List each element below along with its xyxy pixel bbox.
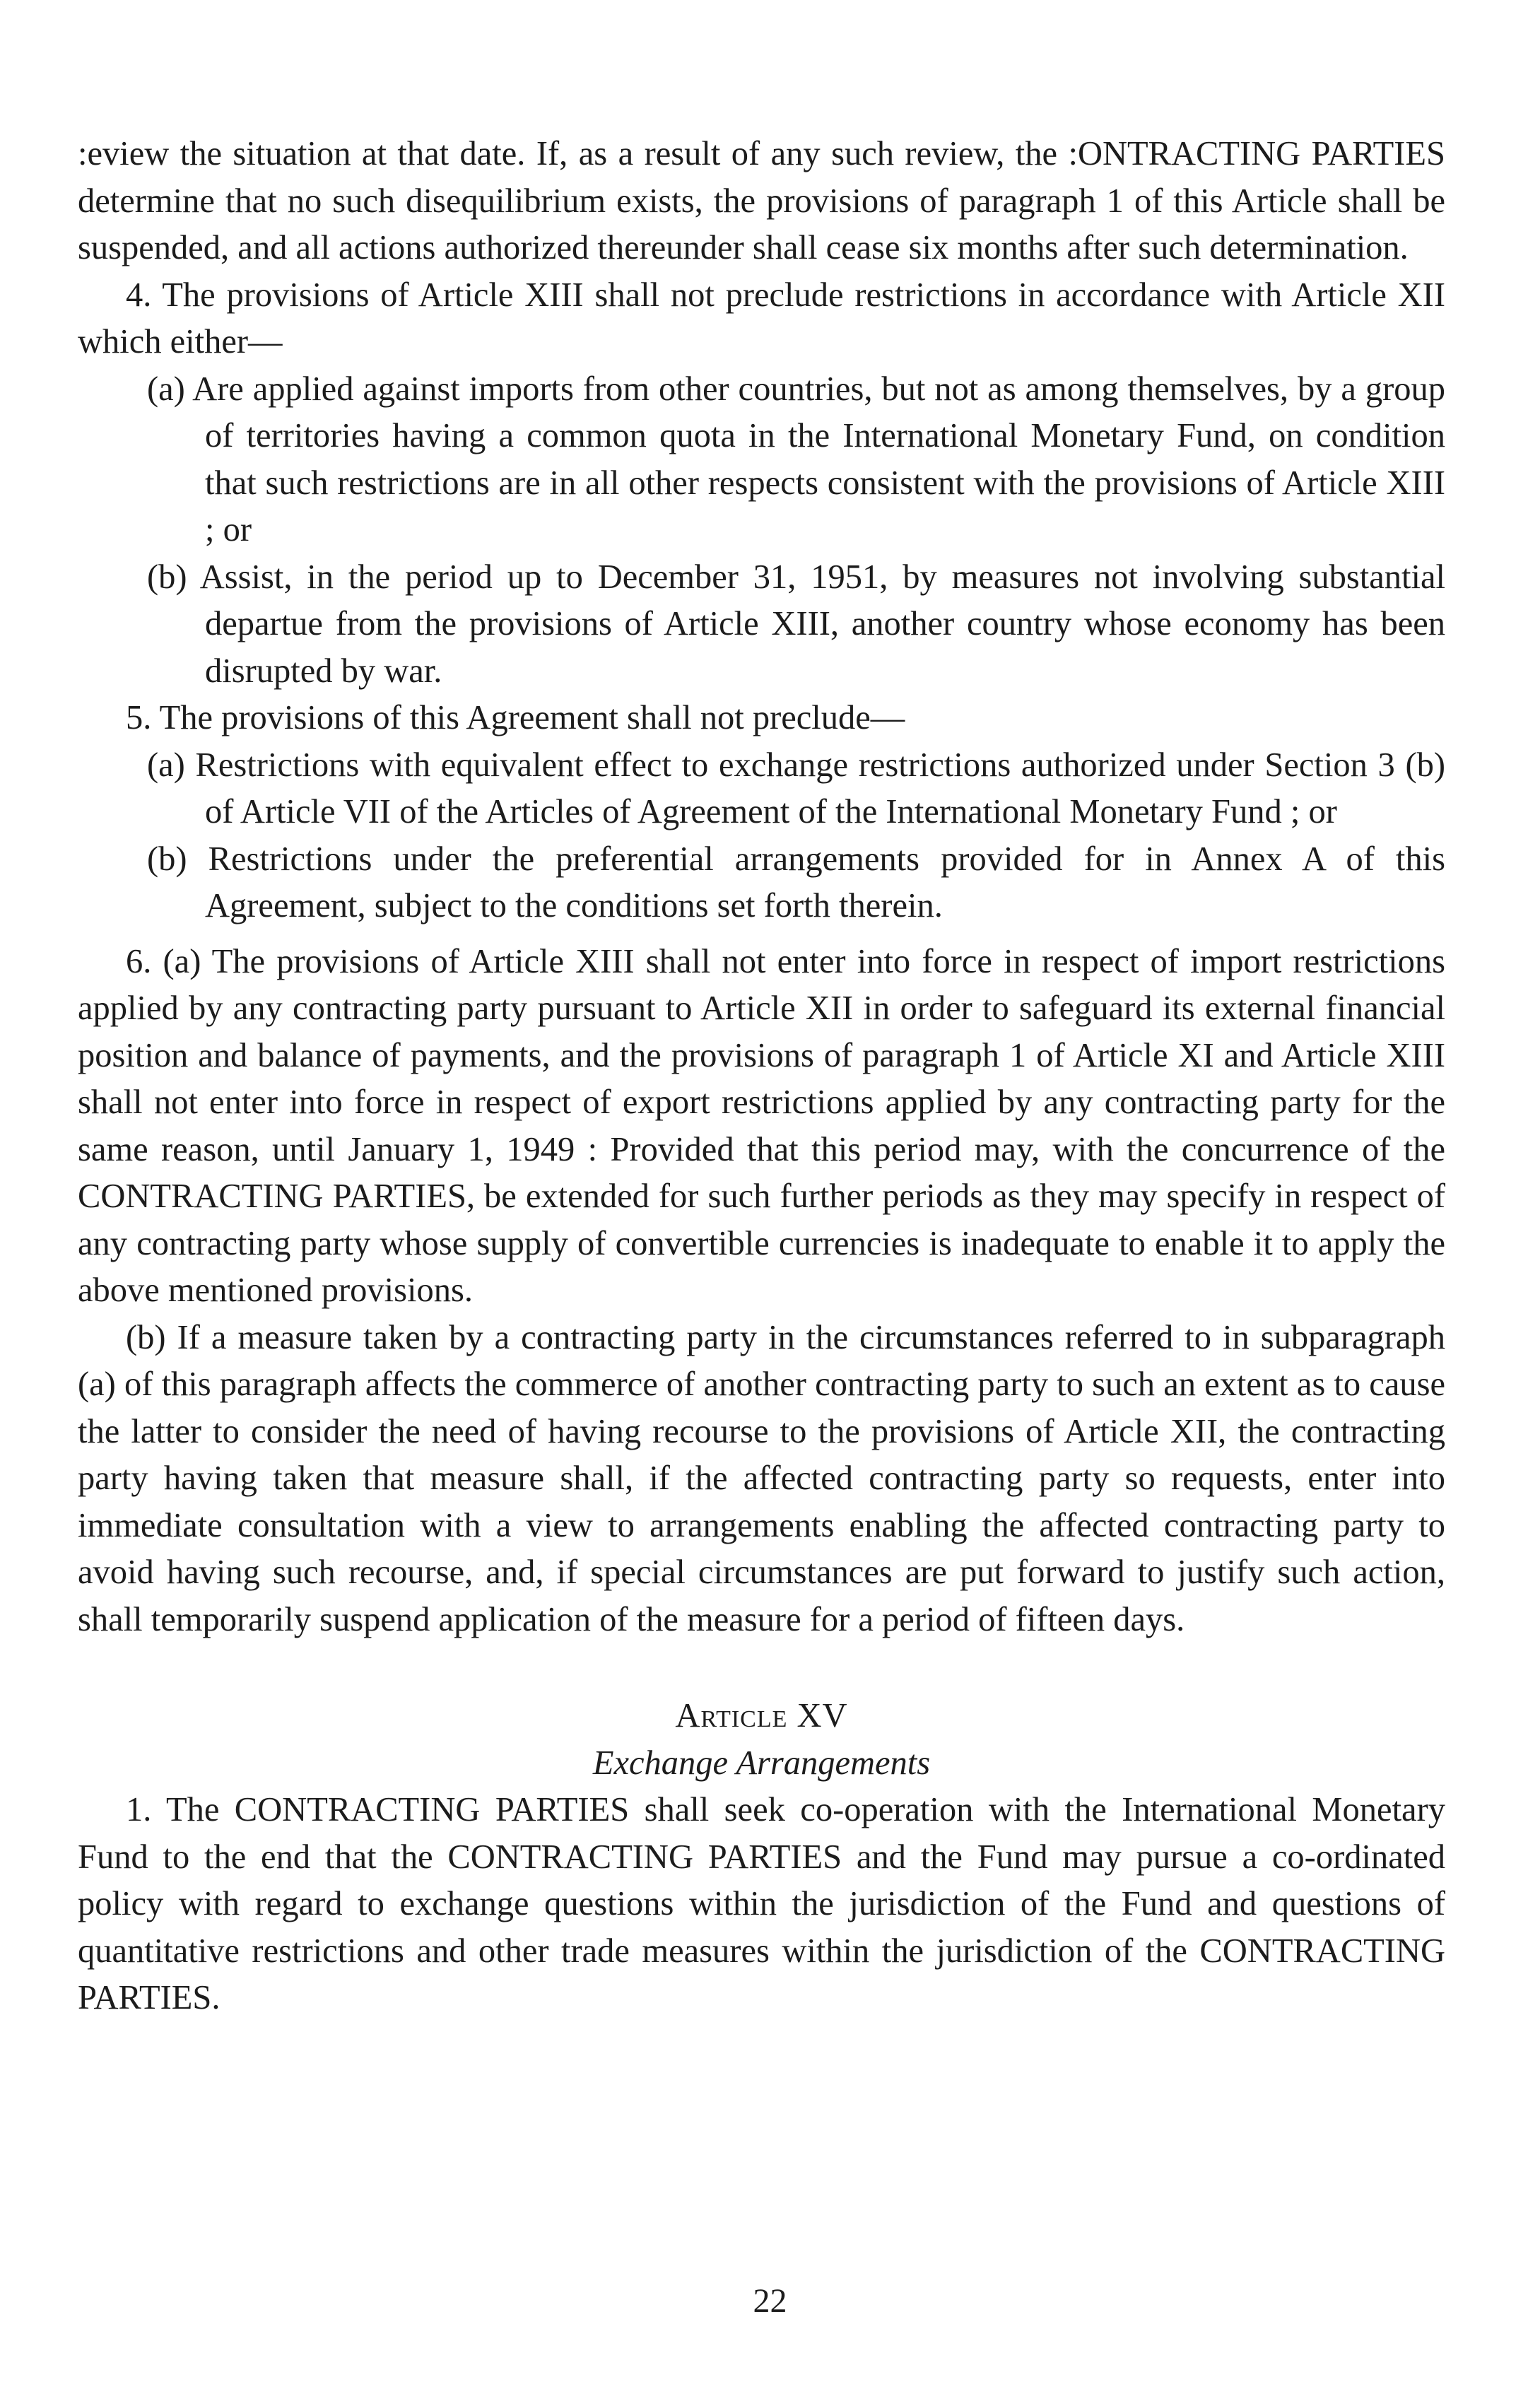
- article-xv-paragraph-1: 1. The CONTRACTING PARTIES shall seek co-operation with the International Monetary Fund to the end that the CONTRACTING PARTIES and the Fund may pursue a co-ordinated policy with regard to exchange questions within the jurisdiction of the Fund and questions of quantitative restrictions and other trade measures within the jurisdiction of the CONTRACTING PARTIES.: [78, 1791, 1445, 2016]
- paragraph-6a: 6. (a) The provisions of Article XIII shall not enter into force in respect of import restrictions applied by any contracting party pursuant to Article XII in order to safeguard its external financial position and balance of payments, and the provisions of paragraph 1 of Article XI and Article XIII shall not enter into force in respect of export restrictions applied by any contracting party for the same reason, until January 1, 1949 : Provided that this period may, with the concurrence of the CONTRACTING PARTIES, be extended for such further periods as they may specify in respect of any contracting party whose supply of convertible currencies is inadequate to enable it to apply the above mentioned provisions.: [78, 942, 1445, 1309]
- paragraph-5b: (b) Restrictions under the preferential arrangements provided for in Annex A of this Agreement, subject to the conditions set forth therein.: [147, 840, 1445, 924]
- paragraph-4b: (b) Assist, in the period up to December 31, 1951, by measures not involving substantial departue from the provisions of Article XIII, another country whose economy has been disrupted by war.: [147, 558, 1445, 690]
- paragraph-4-intro: 4. The provisions of Article XIII shall not preclude restrictions in accordance with Article XII which either—: [78, 276, 1445, 360]
- article-heading: Article XV: [675, 1697, 848, 1734]
- paragraph-5a: (a) Restrictions with equivalent effect to exchange restrictions authorized under Section 3 (b) of Article VII of the Articles of Agreement of the International Monetary Fund ; or: [147, 746, 1445, 830]
- paragraph-4a: (a) Are applied against imports from other countries, but not as among themselves, by a group of territories having a common quota in the International Monetary Fund, on condition that such restrictions are in all other respects consistent with the provisions of Article XIII ; or: [147, 370, 1445, 548]
- paragraph-6b: (b) If a measure taken by a contracting party in the circumstances referred to in subparagraph (a) of this paragraph affects the commerce of another contracting party to such an extent as to cause the latter to consider the need of having recourse to the provisions of Article XII, the contracting party having taken that measure shall, if the affected contracting party so requests, enter into immediate consultation with a view to arrangements enabling the affected contracting party to avoid having such recourse, and, if special circumstances are put forward to justify such action, shall temporarily suspend application of the measure for a period of fifteen days.: [78, 1318, 1445, 1638]
- article-subheading: Exchange Arrangements: [592, 1744, 931, 1782]
- paragraph-5-intro: 5. The provisions of this Agreement shall not preclude—: [126, 699, 905, 736]
- document-page: [78, 131, 1445, 2022]
- continued-paragraph: :eview the situation at that date. If, as a result of any such review, the :ONTRACTING PARTIES determine that no such disequilibrium exists, the provisions of paragraph 1 of this Article shall be suspended, and all actions authorized thereunder shall cease six months after such determination.: [78, 135, 1445, 266]
- page-number: 22: [753, 2282, 787, 2320]
